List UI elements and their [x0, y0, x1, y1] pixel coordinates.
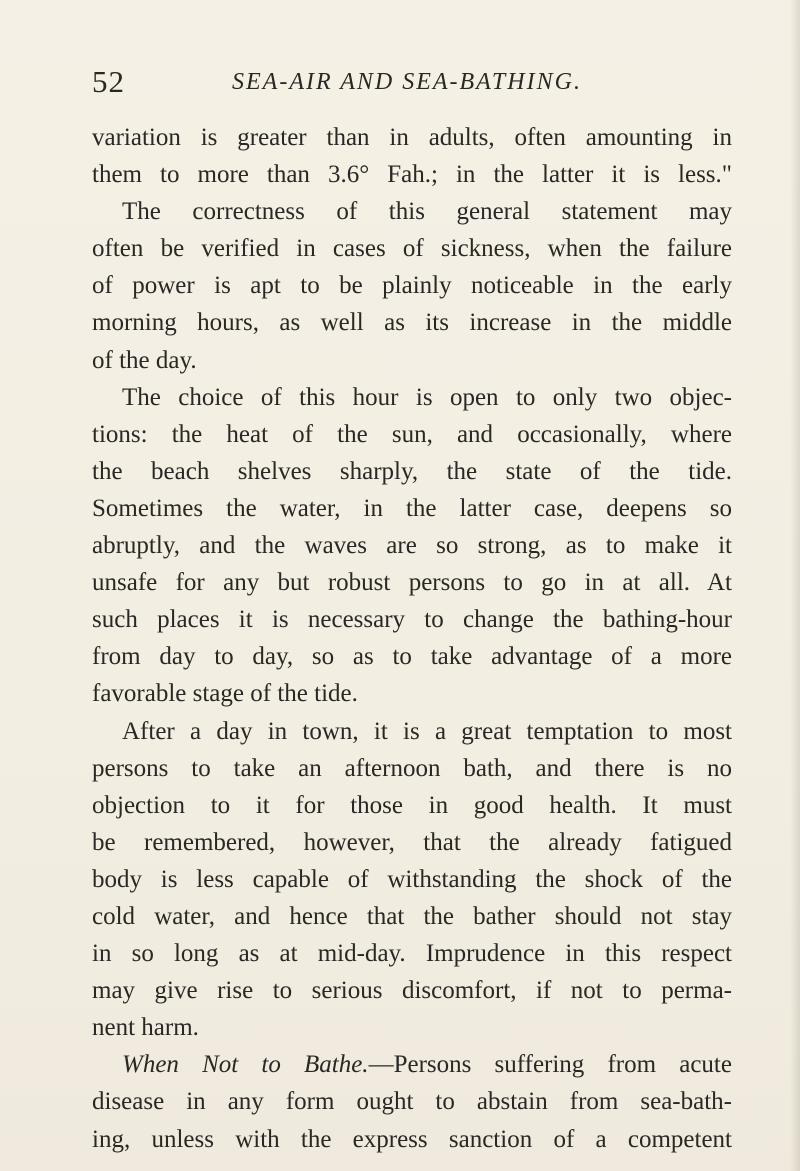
section-heading: When Not to Bathe.	[122, 1051, 369, 1079]
text-line: from day to day, so as to take advantage of a more	[92, 643, 732, 671]
text-line: of the day.	[92, 346, 197, 374]
text-line: Sometimes the water, in the latter case, deepens so	[92, 494, 732, 522]
text-line: the beach shelves sharply, the state of the tide.	[92, 457, 732, 485]
page-edge-shadow	[790, 0, 800, 1171]
text-line: may give rise to serious discomfort, if not to perma-	[92, 977, 732, 1005]
text-line: cold water, and hence that the bather should not stay	[92, 902, 732, 930]
text-line: body is less capable of withstanding the shock of the	[92, 865, 732, 893]
text-line: of power is apt to be plainly noticeable in the early	[92, 272, 732, 300]
text-line: abruptly, and the waves are so strong, as to make it	[92, 532, 732, 560]
text-line: The choice of this hour is open to only two objec-	[122, 383, 732, 411]
text-line: persons to take an afternoon bath, and there is no	[92, 754, 732, 782]
page-number: 52	[92, 64, 125, 99]
text-line: ing, unless with the express sanction of a competent	[92, 1125, 732, 1153]
text-line: in so long as at mid-day. Imprudence in this respect	[92, 940, 732, 968]
text-line: tions: the heat of the sun, and occasionally, where	[92, 420, 732, 448]
section-first-line-rest: —Persons suffering from acute	[368, 1051, 732, 1079]
text-line: objection to it for those in good health. It must	[92, 791, 732, 819]
text-line: unsafe for any but robust persons to go in at all. At	[92, 569, 732, 597]
text-line: variation is greater than in adults, often amounting in	[92, 124, 732, 151]
section-first-line	[92, 1046, 732, 1083]
text-line: such places it is necessary to change the bathing-hour	[92, 606, 732, 634]
text-line: The correctness of this general statement may	[122, 198, 732, 226]
text-line: be remembered, however, that the already fatigued	[92, 828, 732, 856]
running-title: SEA-AIR AND SEA-BATHING.	[232, 69, 582, 95]
text-line: nent harm.	[92, 1014, 199, 1042]
body-text	[92, 119, 732, 1158]
text-line: often be verified in cases of sickness, when the failure	[92, 235, 732, 263]
text-line: disease in any form ought to abstain from sea-bath-	[92, 1088, 732, 1116]
text-line: morning hours, as well as its increase in the middle	[92, 309, 732, 337]
text-line: them to more than 3.6° Fah.; in the latter it is less."	[92, 161, 732, 189]
running-head	[92, 62, 732, 102]
text-line: favorable stage of the tide.	[92, 680, 358, 708]
text-line: After a day in town, it is a great temptation to most	[122, 717, 732, 745]
